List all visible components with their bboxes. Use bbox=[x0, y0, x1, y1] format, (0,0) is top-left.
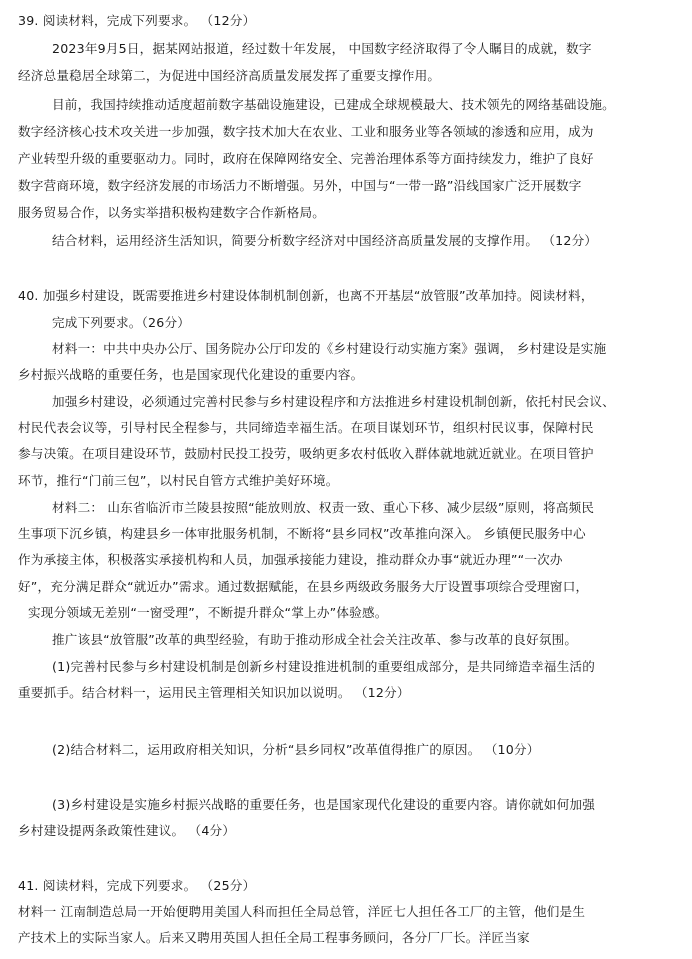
q39-p2-line2: 数字经济核心技术攻关进一步加强，数字技术加大在农业、工业和服务业等各领域的渗透和应用，成为 bbox=[18, 124, 594, 139]
q40-m2-line4: 好”，充分满足群众“就近办”需求。通过数据赋能，在县乡两级政务服务大厅设置事项综合受理窗口， bbox=[18, 579, 589, 594]
q39-task: 结合材料，运用经济生活知识，简要分析数字经济对中国经济高质量发展的支撑作用。 （12分） bbox=[52, 233, 598, 248]
q40-sub3-line1: (3)乡村建设是实施乡村振兴战略的重要任务，也是国家现代化建设的重要内容。请你就如何加强 bbox=[52, 797, 595, 812]
q40-sub2: (2)结合材料二，运用政府相关知识，分析“县乡同权”改革值得推广的原因。 （10分） bbox=[52, 742, 540, 757]
q40-m2-line2: 生事项下沉乡镇，构建县乡一体审批服务机制，不断将“县乡同权”改革推向深入。 乡镇便民服务中心 bbox=[18, 526, 586, 541]
q40-m2-line1: 材料二： 山东省临沂市兰陵县按照“能放则放、权责一致、重心下移、减少层级”原则，将高频民 bbox=[52, 500, 595, 515]
q40-m1b-line1: 加强乡村建设，必须通过完善村民参与乡村建设程序和方法推进乡村建设机制创新，依托村民会议、 bbox=[52, 394, 615, 409]
q41-title: 41. 阅读材料，完成下列要求。 （25分） bbox=[18, 878, 256, 893]
q39-p2-line4: 数字营商环境，数字经济发展的市场活力不断增强。另外，中国与“一带一路”沿线国家广泛开展数字 bbox=[18, 178, 582, 193]
q41-m1-line1: 材料一 江南制造总局一开始便聘用美国人科而担任全局总管，洋匠七人担任各工厂的主管，他们是生 bbox=[18, 904, 586, 919]
q40-m1-line2: 乡村振兴战略的重要任务，也是国家现代化建设的重要内容。 bbox=[18, 367, 364, 382]
q40-sub1-line2: 重要抓手。结合材料一，运用民主管理相关知识加以说明。 （12分） bbox=[18, 685, 410, 700]
q40-m1b-line3: 参与决策。在项目建设环节，鼓励村民投工投劳，吸纳更多农村低收入群体就地就近就业。在项目管护 bbox=[18, 446, 594, 461]
q39-p2-line1: 目前，我国持续推动适度超前数字基础设施建设，已建成全球规模最大、技术领先的网络基础设施。 bbox=[52, 97, 615, 112]
q40-m2-line5: 实现分领域无差别“一窗受理”，不断提升群众“掌上办”体验感。 bbox=[28, 605, 388, 620]
q40-m1-line1: 材料一：中共中央办公厅、国务院办公厅印发的《乡村建设行动实施方案》强调， 乡村建设是实施 bbox=[52, 341, 607, 356]
q39-p2-line3: 产业转型升级的重要驱动力。同时，政府在保障网络安全、完善治理体系等方面持续发力，维护了良好 bbox=[18, 151, 594, 166]
q40-sub1-line1: (1)完善村民参与乡村建设机制是创新乡村建设推进机制的重要组成部分，是共同缔造幸福生活的 bbox=[52, 659, 595, 674]
q39-p1-line2: 经济总量稳居全球第二，为促进中国经济高质量发展发挥了重要支撑作用。 bbox=[18, 68, 441, 83]
q39-title: 39. 阅读材料，完成下列要求。 （12分） bbox=[18, 13, 256, 28]
q41-m1-line2: 产技术上的实际当家人。后来又聘用英国人担任全局工程事务顾问，各分厂厂长。洋匠当家 bbox=[18, 930, 530, 945]
q40-title-line1: 40. 加强乡村建设，既需要推进乡村建设体制机制创新，也离不开基层“放管服”改革加持。阅读材料， bbox=[18, 288, 594, 303]
q40-m2-line3: 作为承接主体，积极落实承接机构和人员，加强承接能力建设，推动群众办事“就近办理”“一次办 bbox=[18, 552, 563, 567]
q40-sub3-line2: 乡村建设提两条政策性建议。 （4分） bbox=[18, 823, 236, 838]
q40-title-line2: 完成下列要求。（26分） bbox=[52, 315, 191, 330]
q40-m2b: 推广该县“放管服”改革的典型经验，有助于推动形成全社会关注改革、参与改革的良好氛围。 bbox=[52, 632, 578, 647]
q40-m1b-line2: 村民代表会议等，引导村民全程参与，共同缔造幸福生活。在项目谋划环节，组织村民议事，保障村民 bbox=[18, 420, 594, 435]
q40-m1b-line4: 环节，推行“门前三包”，以村民自管方式维护美好环境。 bbox=[18, 473, 339, 488]
q39-p1-line1: 2023年9月5日，据某网站报道，经过数十年发展， 中国数字经济取得了令人瞩目的成就，数字 bbox=[52, 41, 592, 56]
q39-p2-line5: 服务贸易合作，以务实举措积极构建数字合作新格局。 bbox=[18, 205, 326, 220]
